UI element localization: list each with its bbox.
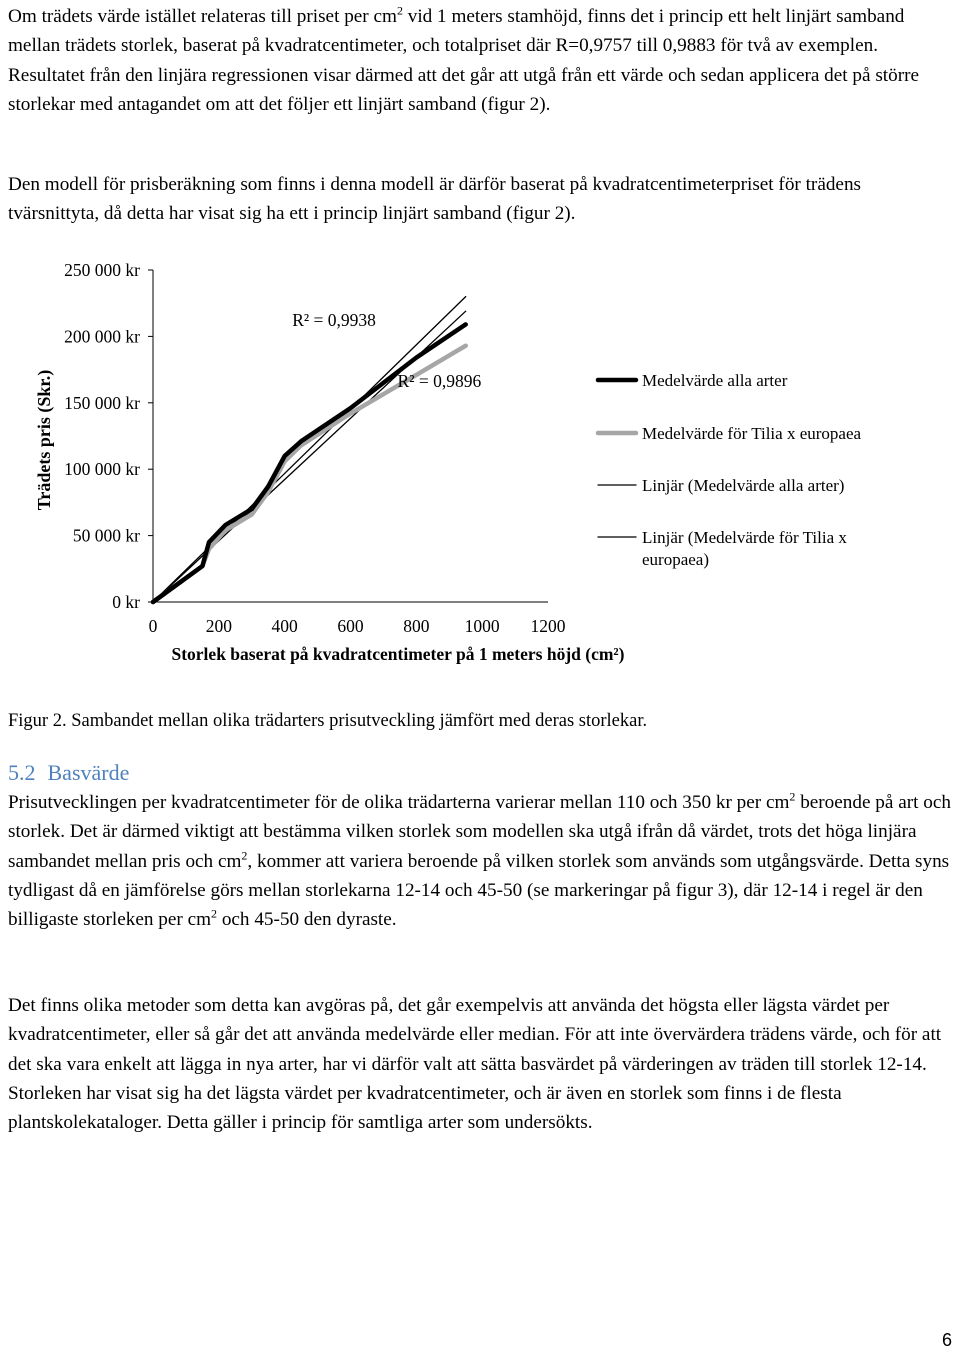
y-tick-label: 200 000 kr <box>64 326 140 347</box>
y-tick-label: 100 000 kr <box>64 459 140 480</box>
figure-caption: Figur 2. Sambandet mellan olika trädarters prisutveckling jämfört med deras storlekar. <box>8 711 648 731</box>
x-axis-ticks <box>149 616 566 636</box>
r-squared-annotation: R² = 0,9938 <box>292 309 376 330</box>
y-tick-label: 50 000 kr <box>72 525 140 546</box>
r-squared-annotation: R² = 0,9896 <box>397 370 482 391</box>
p3-superscript-b: 2 <box>241 848 248 863</box>
series-line <box>153 297 466 602</box>
p1-text-a: Om trädets värde istället relateras till priset per cm <box>8 6 397 27</box>
x-tick-label: 600 <box>337 616 364 636</box>
legend-label: Medelvärde för Tilia x europaea <box>642 424 862 443</box>
paragraph-methods: Det finns olika metoder som detta kan avgöras på, det går exempelvis att använda det högsta eller lägsta värdet per kvadratcentimeter, eller så går det att använda medelvärde eller median. För att inte övervärdera trädens värde, och för att det ska vara enkelt att lägga in nya arter, har vi därför valt att sätta basvärdet på värderingen av träden till storlek 12-14. Storleken har visat sig ha det lägsta värdet per kvadratcentimeter, och är även en storlek som finns i de flesta plantskolekataloger. Detta gäller i princip för samtliga arter som undersökts. <box>8 995 942 1134</box>
y-tick-label: 0 kr <box>112 592 140 612</box>
p3-text-d: och 45-50 den dyraste. <box>217 909 397 931</box>
legend-label: Medelvärde alla arter <box>642 371 788 390</box>
p3-text-b: beroende på art och storlek. Det är därmed viktigt att bestämma vilken storlek som modellen ska utgå ifrån då värdet, trots det höga linjära sambandet mellan pris och cm <box>8 792 951 872</box>
y-axis-ticks <box>64 260 153 612</box>
p3-superscript-a: 2 <box>789 789 796 804</box>
y-tick-label: 250 000 kr <box>64 260 140 280</box>
paragraph-basvarde <box>8 788 952 934</box>
x-tick-label: 1000 <box>464 616 500 636</box>
p3-text-c: , kommer att variera beroende på vilken storlek som används som utgångsvärde. Detta syns tydligast då en jämförelse görs mellan storlekarna 12-14 och 45-50 (se markeringar på figur 3), där 12-14 i regel är den billigaste storleken per cm <box>8 850 950 931</box>
x-tick-label: 200 <box>205 616 232 636</box>
p1-text-b: vid 1 meters stamhöjd, finns det i princip ett helt linjärt samband mellan trädets storlek, baserat på kvadratcentimeter, och totalpriset där R=0,9757 till 0,9883 för två av exemplen. Resultatet från den linjära regressionen visar därmed att det går att utgå från ett värde och sedan applicera det på större storlekar med antagandet om att det följer ett linjärt samband (figur 2). <box>8 6 920 115</box>
page-number: 6 <box>941 1330 952 1350</box>
y-axis-label: Trädets pris (Skr.) <box>34 369 54 511</box>
paragraph-intro <box>8 2 952 119</box>
chart-series <box>153 297 466 602</box>
legend-label: Linjär (Medelvärde alla arter) <box>642 476 845 495</box>
section-heading <box>8 758 129 788</box>
p1-superscript: 2 <box>396 3 403 18</box>
price-size-chart <box>0 250 960 670</box>
section-number: 5.2 <box>8 760 36 785</box>
legend-label: Linjär (Medelvärde för Tilia x europaea) <box>642 528 847 569</box>
series-line <box>153 324 466 602</box>
p3-text-a: Prisutvecklingen per kvadratcentimeter för de olika trädarterna varierar mellan 110 och 350 kr per cm <box>8 792 790 813</box>
x-tick-label: 1200 <box>530 616 566 636</box>
section-title: Basvärde <box>47 760 130 785</box>
x-tick-label: 800 <box>403 616 430 636</box>
p3-superscript-c: 2 <box>211 906 218 921</box>
chart-legend <box>598 371 861 569</box>
paragraph-model: Den modell för prisberäkning som finns i denna modell är därför baserat på kvadratcentimeterpriset för trädens tvärsnittyta, då detta har visat sig ha ett i princip linjärt samband (figur 2). <box>8 174 862 225</box>
x-tick-label: 0 <box>148 616 158 636</box>
x-tick-label: 400 <box>271 616 298 636</box>
y-tick-label: 150 000 kr <box>64 392 140 413</box>
x-axis-label: Storlek baserat på kvadratcentimeter på 1 meters höjd (cm²) <box>171 644 625 664</box>
